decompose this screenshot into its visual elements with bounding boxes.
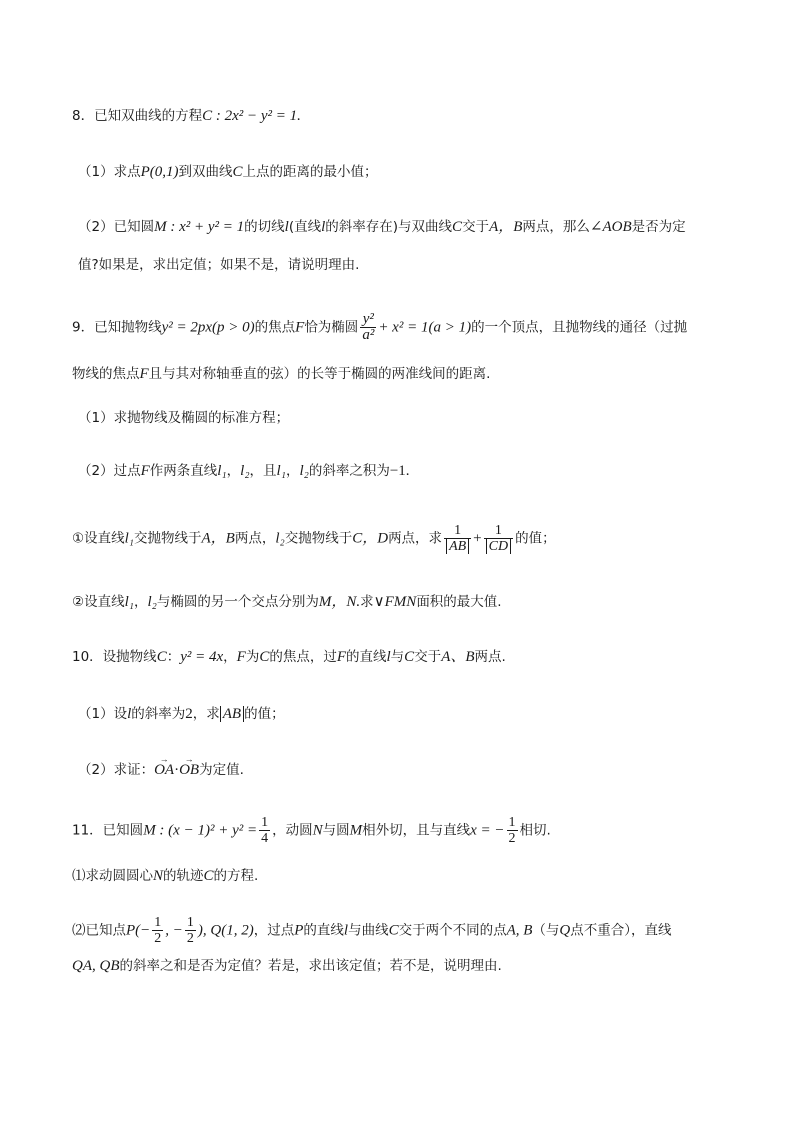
q10-vector-ob: → OB <box>179 760 199 780</box>
q11-part2 <box>72 915 724 946</box>
q10-text-i: 两点. <box>474 649 506 665</box>
q8-part2-text-d: 的斜率存在)与双曲线 <box>325 219 453 235</box>
q9-frac-cd-num: 1 <box>484 523 513 539</box>
q10-stem <box>72 647 724 667</box>
q8-equation: C : 2x² − y² = 1. <box>202 108 301 124</box>
q9-line2-text-a: 物线的焦点 <box>72 366 140 382</box>
q11-part2-text-f: （与 <box>532 922 560 939</box>
q11-point-p-open: P(− <box>126 922 151 939</box>
q10-text-e: 的焦点，过 <box>269 649 337 665</box>
q9-frac-num: y² <box>360 312 376 328</box>
q10-part1 <box>78 704 724 724</box>
q8-circle-m: M : x² + y² = 1 <box>154 219 245 235</box>
q11-part1 <box>72 866 724 886</box>
q11-point-p2: P <box>294 922 304 939</box>
q11-p-frac2 <box>185 915 196 946</box>
q9-sub1 <box>72 523 724 554</box>
q8-part2-text-e: 交于 <box>462 219 490 235</box>
q11-part1-c: C <box>203 868 214 884</box>
q9-line-l1b: l₁ <box>276 463 286 479</box>
q10-curve-c2: C <box>259 649 270 665</box>
q9-slope-product: −1. <box>389 463 410 479</box>
q11-curve-c: C <box>388 922 399 939</box>
q8-part1 <box>78 162 724 182</box>
q9-sub2-mn: M，N. <box>318 594 361 610</box>
q9-part2-text-f: 的斜率之积为 <box>308 463 390 479</box>
q9-sub1-label: ①设直线 <box>72 530 125 547</box>
q11-p-comma: , − <box>165 922 183 939</box>
q9-sub1-ab: A，B <box>201 530 235 547</box>
q9-line-l1: l₁ <box>217 463 227 479</box>
q11-p-frac2-num: 1 <box>186 915 194 930</box>
q11-circle-m2: M <box>349 822 363 839</box>
q11-p-frac2-den: 2 <box>186 931 194 946</box>
q9-parabola: y² = 2px(p > 0) <box>161 319 255 336</box>
q8-line-l2: l <box>321 219 326 235</box>
q10-abs-ab: AB <box>220 706 244 722</box>
q9-sub1-text-e: 两点，求 <box>388 530 443 547</box>
q9-part1-text: （1）求抛物线及椭圆的标准方程； <box>78 410 290 426</box>
q10-part2 <box>78 760 724 780</box>
q9-stem-text-a: 9．已知抛物线 <box>72 319 162 336</box>
q8-part2 <box>78 217 724 237</box>
q10-points-ab: A、B <box>441 649 475 665</box>
q11-part2-text-d: 与曲线 <box>348 922 389 939</box>
q9-part2-text-d: ，且 <box>249 463 277 479</box>
q9-focus-f: F <box>295 319 305 336</box>
q8-line-l: l <box>284 219 289 235</box>
q11-part1-n: N <box>153 868 164 884</box>
q8-point-p: P(0,1) <box>140 164 179 180</box>
q11-stem-text-e: 相切. <box>519 822 551 839</box>
q11-point-q2: Q <box>559 922 571 939</box>
q9-stem-text-b: 的焦点 <box>254 319 296 336</box>
q8-stem <box>72 106 724 126</box>
q10-comma: ， <box>223 649 237 665</box>
q8-stem-text: 8．已知双曲线的方程 <box>72 108 203 124</box>
q11-stem-text-a: 11．已知圆 <box>72 822 144 839</box>
q10-part2-label: （2）求证： <box>78 762 155 778</box>
q10-part1-label: （1）设 <box>78 706 128 722</box>
q9-stem-text-c: 恰为椭圆 <box>304 319 359 336</box>
q9-part2 <box>78 461 724 481</box>
q11-points-ab: A, B <box>506 922 533 939</box>
q8-points-ab: A，B <box>489 219 523 235</box>
q11-p-frac1 <box>152 915 163 946</box>
q10-colon: ： <box>166 649 181 665</box>
q11-p-frac1-num: 1 <box>154 915 162 930</box>
q11-line-num: 1 <box>508 815 516 830</box>
q9-sub2-l1: l₁ <box>124 594 134 610</box>
q9-part2-focus: F <box>140 463 150 479</box>
q10-text-g: 与 <box>390 649 405 665</box>
q11-point-q: ), Q(1, 2) <box>197 922 254 939</box>
q10-part1-text-c: ，求 <box>192 706 220 722</box>
q9-sub1-text-c: 两点， <box>234 530 276 547</box>
q10-part2-text-b: 为定值. <box>199 762 244 778</box>
q10-focus-f2: F <box>336 649 346 665</box>
q8-part2-text-f: 两点，那么 <box>522 219 590 235</box>
q9-part1 <box>78 408 724 428</box>
q9-ellipse-tail: + x² = 1(a > 1) <box>378 319 472 336</box>
q9-stem <box>72 312 724 343</box>
q9-sub1-text-d: 交抛物线于 <box>284 530 353 547</box>
q10-text-h: 交于 <box>414 649 442 665</box>
q11-part1-label: ⑴求动圆圆心 <box>72 868 153 884</box>
q11-p-frac1-den: 2 <box>154 931 162 946</box>
q11-stem <box>72 815 724 846</box>
q11-line-eq: x = − <box>470 822 505 839</box>
q9-sub2 <box>72 592 724 612</box>
q11-frac-num: 1 <box>261 815 269 830</box>
q11-stem-text-b: ，动圆 <box>272 822 313 839</box>
q11-part2-text-c: 的直线 <box>303 922 344 939</box>
q10-part1-l: l <box>127 706 132 722</box>
q10-dot: · <box>174 762 180 778</box>
q10-part1-text-d: 的值； <box>244 706 285 722</box>
q9-frac-den: a² <box>362 327 375 343</box>
q8-curve-c2: C <box>452 219 463 235</box>
q9-sub1-l2: l₂ <box>275 530 285 547</box>
q11-stem-text-c: 与圆 <box>322 822 350 839</box>
q8-part2-text-b: 的切线 <box>244 219 285 235</box>
q9-part2-text-b: 作两条直线 <box>149 463 218 479</box>
q9-frac-cd <box>484 523 513 554</box>
q9-stem-text-d: 的一个顶点，且抛物线的通径（过抛 <box>471 319 688 336</box>
q8-part2-text-g: 是否为定 <box>631 219 686 235</box>
q9-sub2-text-d: 求 <box>360 594 374 610</box>
q8-part1-label: （1）求点 <box>78 164 141 180</box>
q10-slope-value: 2 <box>185 706 193 722</box>
q10-curve-c3: C <box>404 649 415 665</box>
q11-part2-text-e: 交于两个不同的点 <box>398 922 507 939</box>
q10-vector-oa: → OA <box>154 760 174 780</box>
q8-part1-text: 到双曲线 <box>178 164 233 180</box>
q11-line-den: 2 <box>508 831 516 846</box>
q9-line-l2: l₂ <box>240 463 250 479</box>
q11-part2-text-b: ，过点 <box>253 922 295 939</box>
q9-part2-comma: ， <box>226 463 241 479</box>
q9-frac-ab-den: AB <box>446 539 469 554</box>
q11-part2-label: ⑵已知点 <box>72 922 126 939</box>
q8-part2-label: （2）已知圆 <box>78 219 155 235</box>
q9-sub2-comma: ， <box>134 594 148 610</box>
q9-sub2-label: ②设直线 <box>72 594 125 610</box>
q11-stem-text-d: 相外切，且与直线 <box>362 822 471 839</box>
q11-circle-m: M : (x − 1)² + y² = <box>143 822 258 839</box>
q10-parabola: y² = 4x <box>180 649 224 665</box>
q8-part2-text-c: (直线 <box>288 219 322 235</box>
q10-stem-text-a: 10．设抛物线 <box>72 649 157 665</box>
q8-curve-c: C <box>232 164 243 180</box>
q11-circle-n: N <box>312 822 323 839</box>
q9-frac-ab-num: 1 <box>444 523 471 539</box>
q10-curve-c: C <box>156 649 167 665</box>
q9-sub2-text-c: 与椭圆的另一个交点分别为 <box>156 594 319 610</box>
q11-part2-text-g: 点不重合），直线 <box>570 922 672 939</box>
q8-part2-line2 <box>78 255 724 275</box>
q9-part2-label: （2）过点 <box>78 463 141 479</box>
q8-part1-tail: 上点的距离的最小值； <box>242 164 378 180</box>
q10-text-f: 的直线 <box>346 649 387 665</box>
q9-sub1-text-f: 的值； <box>515 530 556 547</box>
q9-plus: + <box>473 530 482 547</box>
q9-line2-focus: F <box>139 366 149 382</box>
q11-part2-continuation: 的斜率之和是否为定值？若是，求出该定值；若不是，说明理由. <box>119 958 502 974</box>
q10-part1-text-b: 的斜率为 <box>131 706 186 722</box>
q9-part2-comma2: ， <box>285 463 300 479</box>
q9-sub2-l2: l₂ <box>147 594 157 610</box>
q10-line-l: l <box>386 649 391 665</box>
q9-triangle-fmn: ∨FMN <box>373 594 417 610</box>
q11-lines-qa-qb: QA, QB <box>72 958 120 974</box>
q9-sub1-text-b: 交抛物线于 <box>134 530 202 547</box>
q11-frac-den: 4 <box>261 831 269 846</box>
q9-line2-text-b: 且与其对称轴垂直的弦）的长等于椭圆的两准线间的距离. <box>148 366 491 382</box>
q9-frac-ab <box>444 523 471 554</box>
q9-sub1-cd: C，D <box>352 530 389 547</box>
q8-angle-aob: ∠AOB <box>589 219 632 235</box>
q11-line-l: l <box>343 922 349 939</box>
q11-part2-line2 <box>72 956 724 976</box>
q10-text-d: 为 <box>245 649 260 665</box>
q11-part1-text-c: 的方程. <box>213 868 259 884</box>
q9-line-l2b: l₂ <box>299 463 309 479</box>
q9-frac-cd-den: CD <box>486 539 511 554</box>
q8-part2-continuation: 值?如果是，求出定值；如果不是，请说明理由. <box>78 257 360 273</box>
q11-part1-text-b: 的轨迹 <box>163 868 204 884</box>
q9-sub2-text-e: 面积的最大值. <box>416 594 502 610</box>
q9-stem-line2 <box>72 364 724 384</box>
q11-radius-fraction <box>259 815 270 846</box>
q10-focus-f: F <box>236 649 246 665</box>
q9-ellipse-fraction <box>360 312 376 343</box>
q9-sub1-l1: l₁ <box>124 530 134 547</box>
q11-line-fraction <box>507 815 518 846</box>
